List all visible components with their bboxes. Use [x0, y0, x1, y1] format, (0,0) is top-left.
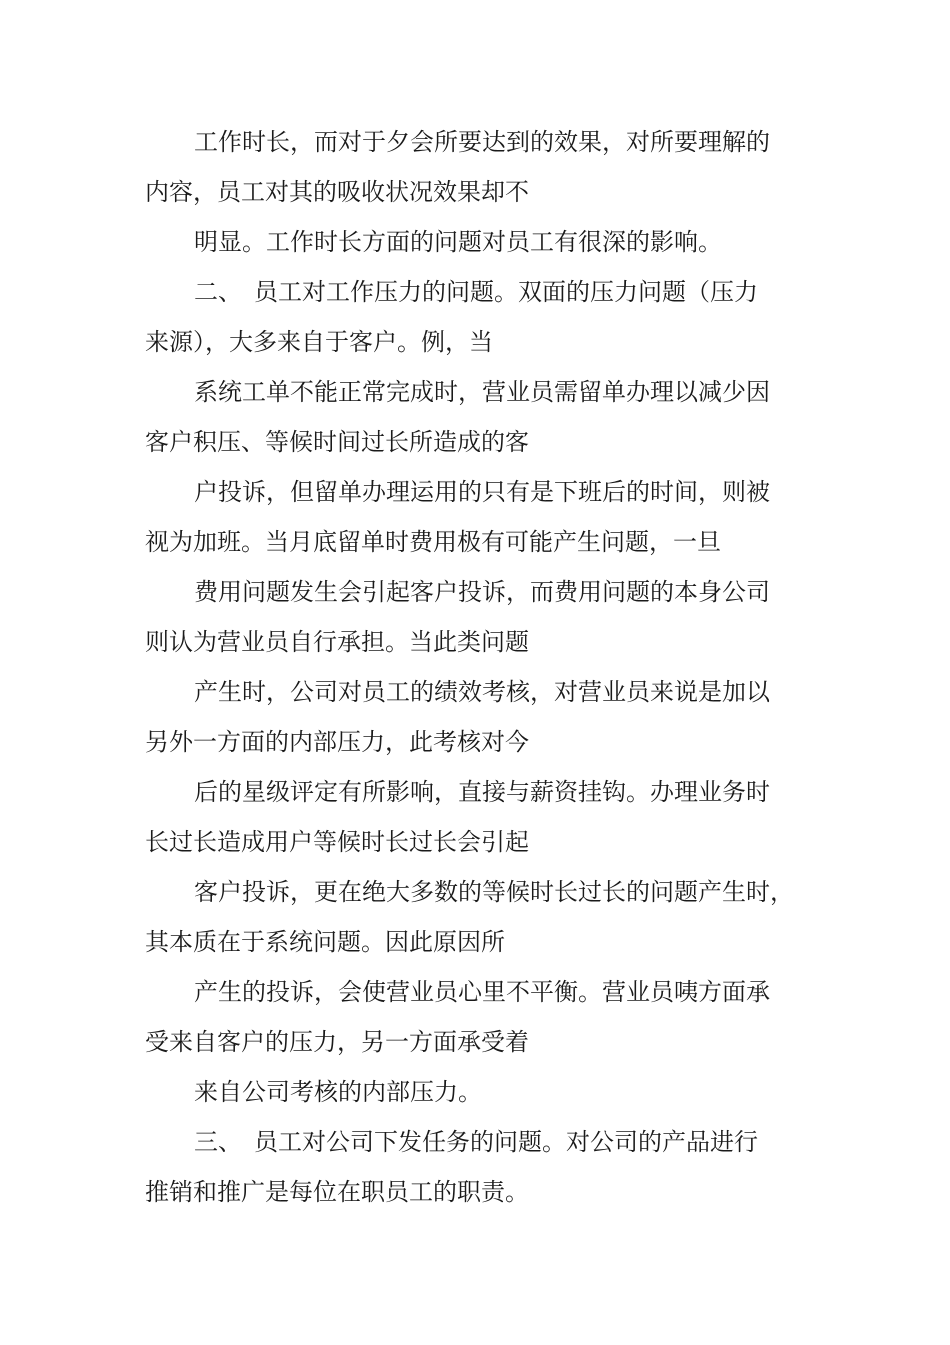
- paragraph-line: 明显。工作时长方面的问题对员工有很深的影响。: [194, 228, 722, 256]
- paragraph-line: 来自公司考核的内部压力。: [194, 1078, 482, 1106]
- paragraph-line: 产生的投诉，会使营业员心里不平衡。营业员咦方面承: [194, 978, 770, 1006]
- paragraph-line: 客户积压、等候时间过长所造成的客: [145, 428, 529, 456]
- paragraph-line: 二、 员工对工作压力的问题。双面的压力问题（压力: [194, 278, 758, 306]
- paragraph-line: 费用问题发生会引起客户投诉，而费用问题的本身公司: [194, 578, 770, 606]
- paragraph-line: 推销和推广是每位在职员工的职责。: [145, 1178, 529, 1206]
- paragraph-line: 户投诉，但留单办理运用的只有是下班后的时间，则被: [194, 478, 770, 506]
- paragraph-line: 产生时，公司对员工的绩效考核，对营业员来说是加以: [194, 678, 770, 706]
- paragraph-line: 后的星级评定有所影响，直接与薪资挂钩。办理业务时: [194, 778, 770, 806]
- paragraph-line: 长过长造成用户等候时长过长会引起: [145, 828, 529, 856]
- paragraph-line: 客户投诉，更在绝大多数的等候时长过长的问题产生时，: [194, 878, 794, 906]
- paragraph-line: 来源），大多来自于客户。例，当: [145, 328, 493, 356]
- paragraph-line: 视为加班。当月底留单时费用极有可能产生问题，一旦: [145, 528, 721, 556]
- paragraph-line: 另外一方面的内部压力，此考核对今: [145, 728, 529, 756]
- paragraph-line: 其本质在于系统问题。因此原因所: [145, 928, 505, 956]
- paragraph-line: 则认为营业员自行承担。当此类问题: [145, 628, 529, 656]
- paragraph-line: 受来自客户的压力，另一方面承受着: [145, 1028, 529, 1056]
- paragraph-line: 三、 员工对公司下发任务的问题。对公司的产品进行: [194, 1128, 758, 1156]
- paragraph-line: 系统工单不能正常完成时，营业员需留单办理以减少因: [194, 378, 770, 406]
- paragraph-line: 工作时长，而对于夕会所要达到的效果，对所要理解的: [194, 128, 770, 156]
- paragraph-line: 内容，员工对其的吸收状况效果却不: [145, 178, 529, 206]
